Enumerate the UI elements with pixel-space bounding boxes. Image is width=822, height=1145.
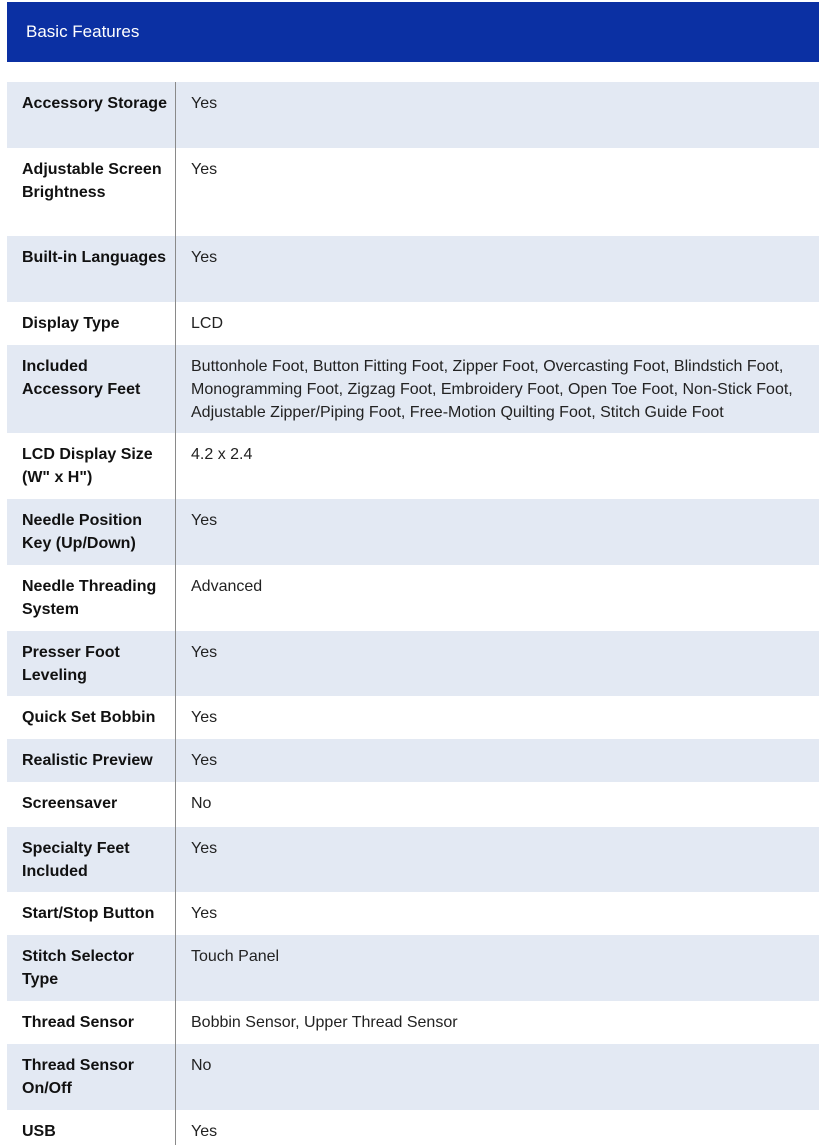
row-value: Yes bbox=[191, 752, 218, 769]
row-label: Needle Position Key (Up/Down) bbox=[7, 499, 176, 565]
row-value: Yes bbox=[191, 905, 218, 922]
row-value: Yes bbox=[191, 1123, 218, 1140]
row-label: LCD Display Size (W" x H") bbox=[7, 433, 176, 499]
row-label: Display Type bbox=[7, 302, 176, 345]
row-label: Built-in Languages bbox=[7, 236, 176, 302]
row-value: Bobbin Sensor, Upper Thread Sensor bbox=[191, 1014, 458, 1031]
row-value: No bbox=[191, 795, 212, 812]
row-value: Yes bbox=[191, 644, 218, 661]
row-value: Yes bbox=[191, 840, 218, 857]
table-row bbox=[7, 892, 819, 935]
row-label: Adjustable Screen Brightness bbox=[7, 148, 176, 236]
row-value: LCD bbox=[191, 315, 224, 332]
row-value: Yes bbox=[191, 709, 218, 726]
table-row bbox=[7, 827, 819, 892]
row-value: Buttonhole Foot, Button Fitting Foot, Zipper Foot, Overcasting Foot, Blindstich Foot, Monogramming Foot, Zigzag Foot, Embroidery Foot, Open Toe Foot, Non-Stick Foot, Adjustable Zipper/Piping Foot, Free-Motion Quilting Foot, Stitch Guide Foot bbox=[191, 358, 793, 421]
row-label: Screensaver bbox=[7, 782, 176, 827]
table-row bbox=[7, 82, 819, 148]
table-row bbox=[7, 739, 819, 782]
table-row bbox=[7, 631, 819, 696]
row-label: Stitch Selector Type bbox=[7, 935, 176, 1001]
row-label: Accessory Storage bbox=[7, 82, 176, 148]
row-value: 4.2 x 2.4 bbox=[191, 446, 253, 463]
row-label: Presser Foot Leveling bbox=[7, 631, 176, 696]
row-label: Needle Threading System bbox=[7, 565, 176, 631]
table-row bbox=[7, 1110, 819, 1145]
table-row bbox=[7, 935, 819, 1001]
row-value: Yes bbox=[191, 512, 218, 529]
row-value: No bbox=[191, 1057, 212, 1074]
row-value: Yes bbox=[191, 161, 218, 178]
row-label: Thread Sensor bbox=[7, 1001, 176, 1044]
table-row bbox=[7, 1044, 819, 1110]
features-table bbox=[7, 82, 819, 1145]
table-row bbox=[7, 236, 819, 302]
row-label: Realistic Preview bbox=[7, 739, 176, 782]
table-row bbox=[7, 782, 819, 827]
row-label: USB bbox=[7, 1110, 176, 1145]
table-row bbox=[7, 345, 819, 433]
row-value: Advanced bbox=[191, 578, 263, 595]
table-row bbox=[7, 433, 819, 499]
section-title: Basic Features bbox=[26, 22, 140, 41]
row-value: Yes bbox=[191, 249, 218, 266]
table-row bbox=[7, 302, 819, 345]
table-row bbox=[7, 499, 819, 565]
section-header bbox=[7, 2, 819, 62]
row-label: Start/Stop Button bbox=[7, 892, 176, 935]
row-label: Quick Set Bobbin bbox=[7, 696, 176, 739]
row-label: Thread Sensor On/Off bbox=[7, 1044, 176, 1110]
table-row bbox=[7, 565, 819, 631]
row-value: Yes bbox=[191, 95, 218, 112]
row-label: Specialty Feet Included bbox=[7, 827, 176, 892]
table-row bbox=[7, 696, 819, 739]
table-row bbox=[7, 148, 819, 236]
table-row bbox=[7, 1001, 819, 1044]
row-value: Touch Panel bbox=[191, 948, 280, 965]
row-label: Included Accessory Feet bbox=[7, 345, 176, 433]
